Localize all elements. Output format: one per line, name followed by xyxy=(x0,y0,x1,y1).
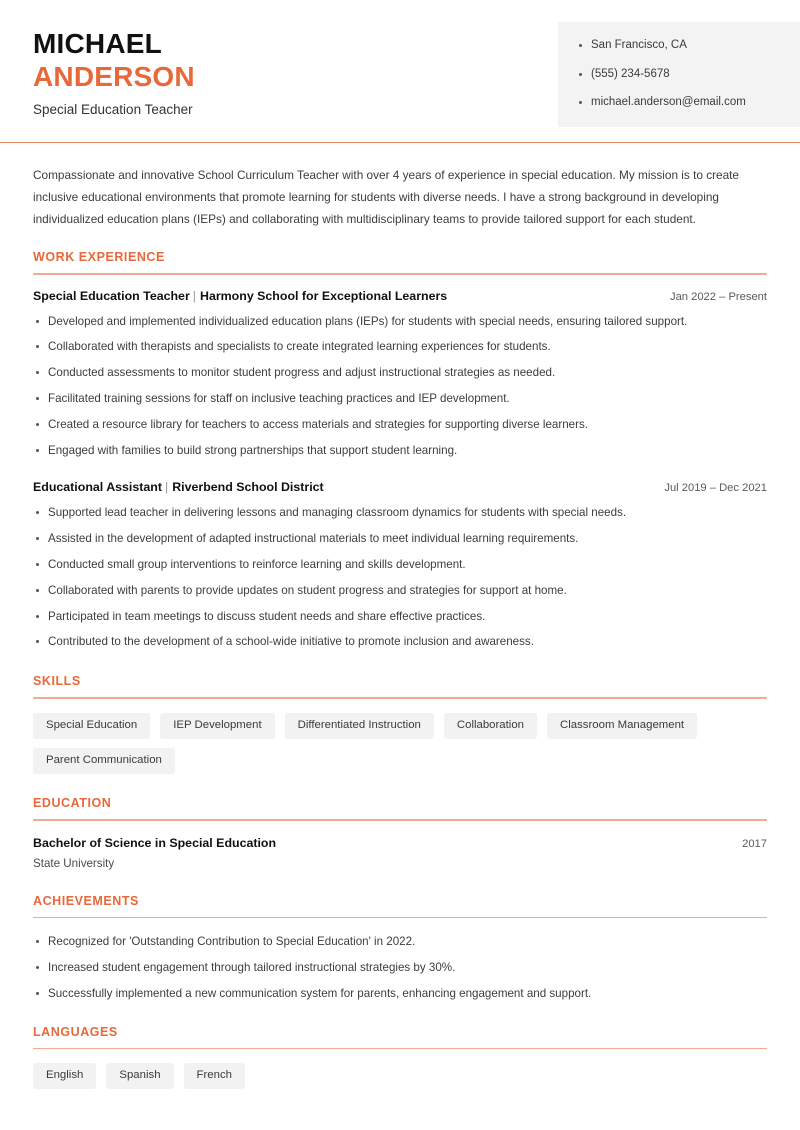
list-item: Assisted in the development of adapted instructional materials to meet individual learning requirements. xyxy=(33,531,767,548)
list-item: Collaborated with parents to provide updates on student progress and strategies for support at home. xyxy=(33,583,767,600)
education-school: State University xyxy=(33,856,115,870)
section-title-work-experience: WORK EXPERIENCE xyxy=(33,250,165,265)
section-divider xyxy=(33,819,767,820)
section-divider xyxy=(33,273,767,274)
skill-chip: Differentiated Instruction xyxy=(285,713,434,739)
list-item: Supported lead teacher in delivering lessons and managing classroom dynamics for students with special needs. xyxy=(33,505,767,522)
skill-chip: Parent Communication xyxy=(33,748,175,774)
section-title-skills: SKILLS xyxy=(33,674,81,689)
experience-bullets xyxy=(33,314,767,460)
section-divider xyxy=(33,697,767,698)
list-item: Conducted small group interventions to reinforce learning and skills development. xyxy=(33,557,767,574)
list-item: Participated in team meetings to discuss student needs and share effective practices. xyxy=(33,609,767,626)
experience-entry xyxy=(33,289,767,460)
experience-title-line xyxy=(33,289,447,303)
section-skills xyxy=(33,674,767,774)
language-chip: Spanish xyxy=(106,1063,173,1089)
first-name: MICHAEL xyxy=(33,28,162,59)
name-first-line xyxy=(33,27,195,60)
section-work-experience xyxy=(33,250,767,651)
experience-entry xyxy=(33,480,767,651)
last-name: ANDERSON xyxy=(33,61,195,93)
languages-chip-list xyxy=(33,1063,767,1089)
list-item: Successfully implemented a new communication system for parents, enhancing engagement and support. xyxy=(33,986,767,1003)
experience-organization: Riverbend School District xyxy=(172,480,324,495)
experience-bullets xyxy=(33,505,767,651)
list-item: Engaged with families to build strong partnerships that support student learning. xyxy=(33,443,767,460)
title-separator: | xyxy=(164,480,169,495)
education-degree: Bachelor of Science in Special Education xyxy=(33,835,277,850)
contact-phone[interactable]: (555) 234-5678 xyxy=(578,67,782,83)
list-item: Increased student engagement through tailored instructional strategies by 30%. xyxy=(33,960,767,977)
experience-organization: Harmony School for Exceptional Learners xyxy=(200,288,448,303)
experience-entry-header xyxy=(33,480,767,494)
education-year: 2017 xyxy=(742,837,767,850)
contact-email[interactable]: michael.anderson@email.com xyxy=(578,95,782,111)
job-title: Special Education Teacher xyxy=(33,102,193,118)
skill-chip: IEP Development xyxy=(160,713,274,739)
section-title-education: EDUCATION xyxy=(33,796,112,811)
list-item: Recognized for 'Outstanding Contribution to Special Education' in 2022. xyxy=(33,934,767,951)
list-item: Conducted assessments to monitor student progress and adjust instructional strategies as needed. xyxy=(33,365,767,382)
section-title-achievements: ACHIEVEMENTS xyxy=(33,893,139,908)
experience-date: Jan 2022 – Present xyxy=(669,290,767,303)
list-item: Created a resource library for teachers to access materials and strategies for supporting diverse learners. xyxy=(33,417,767,434)
resume-header xyxy=(0,0,800,127)
skills-chip-list xyxy=(33,713,767,775)
list-item: Developed and implemented individualized education plans (IEPs) for students with special needs, ensuring tailored support. xyxy=(33,314,767,331)
language-chip: French xyxy=(184,1063,245,1089)
name-last-line xyxy=(33,60,195,93)
experience-role: Educational Assistant xyxy=(33,480,162,495)
identity-block xyxy=(0,22,195,117)
list-item: Facilitated training sessions for staff on inclusive teaching practices and IEP development. xyxy=(33,391,767,408)
skill-chip: Classroom Management xyxy=(547,713,697,739)
section-languages xyxy=(33,1025,767,1090)
skill-chip: Special Education xyxy=(33,713,150,739)
education-entry xyxy=(33,836,767,870)
contact-location: San Francisco, CA xyxy=(578,38,782,54)
experience-date: Jul 2019 – Dec 2021 xyxy=(664,482,767,495)
skill-chip: Collaboration xyxy=(444,713,537,739)
language-chip: English xyxy=(33,1063,96,1089)
title-separator: | xyxy=(192,288,196,303)
experience-role: Special Education Teacher xyxy=(33,288,190,303)
list-item: Collaborated with therapists and specialists to create integrated learning experiences for students. xyxy=(33,339,767,356)
contact-panel xyxy=(558,22,800,127)
section-education xyxy=(33,796,767,869)
section-title-languages: LANGUAGES xyxy=(33,1024,118,1039)
professional-summary: Compassionate and innovative School Curriculum Teacher with over 4 years of experience in special education. My mission is to create inclusive educational environments that promote learning for students with diverse needs. I have a strong background in developing individualized education plans (IEPs) and collaborating with multidisciplinary teams to provide tailored support for each student. xyxy=(33,168,739,227)
achievements-list xyxy=(33,934,767,1002)
section-divider xyxy=(33,1048,767,1049)
header-divider xyxy=(0,142,800,144)
section-achievements xyxy=(33,894,767,1003)
experience-entry-header xyxy=(33,289,767,303)
experience-title-line xyxy=(33,480,324,494)
resume-content xyxy=(0,164,800,1089)
list-item: Contributed to the development of a school-wide initiative to promote inclusion and awareness. xyxy=(33,634,767,651)
contact-list xyxy=(578,38,782,111)
section-divider xyxy=(33,917,767,918)
education-entry-header xyxy=(33,836,767,850)
